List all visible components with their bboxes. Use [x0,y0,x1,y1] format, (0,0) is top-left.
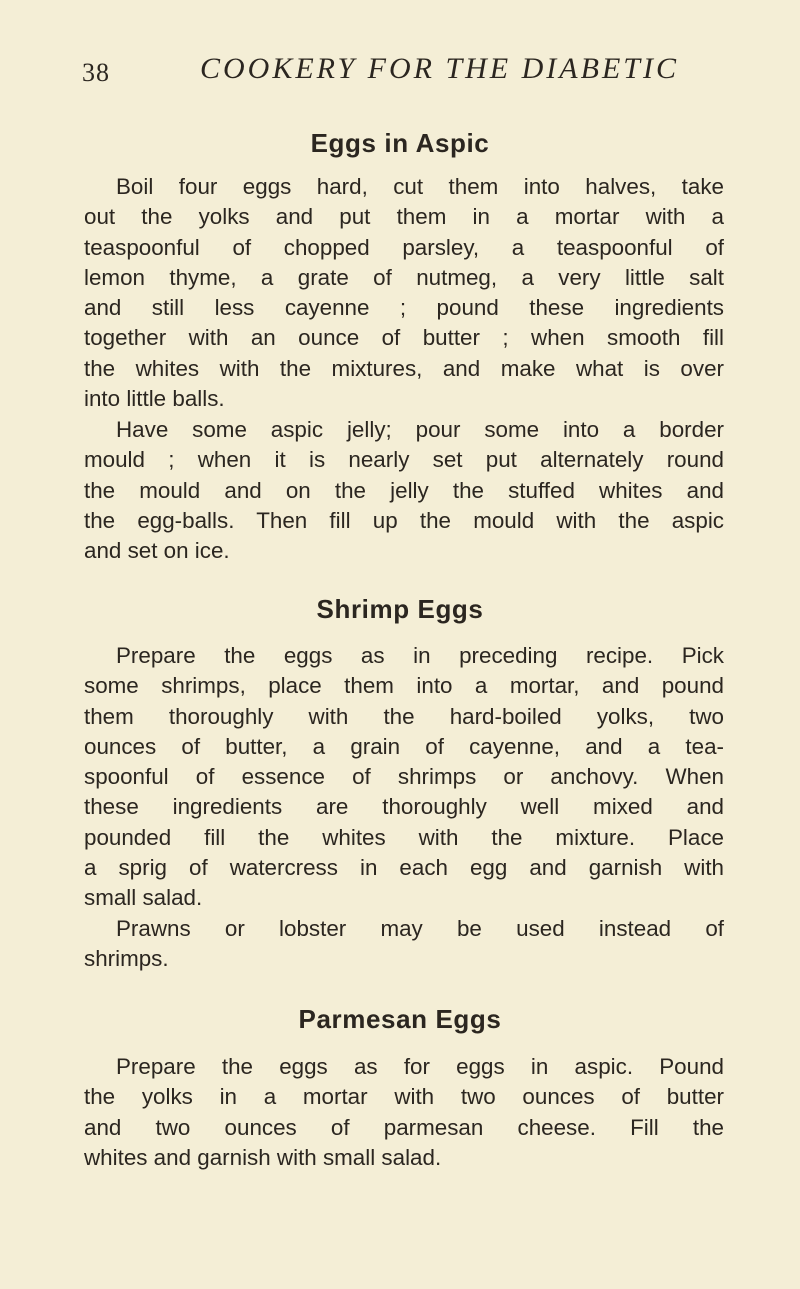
text-line: and set on ice. [84,538,230,564]
text-line: mould ; when it is nearly set put alternately round [84,447,724,473]
text-line: and still less cayenne ; pound these ingredients [84,295,724,321]
text-line: Have some aspic jelly; pour some into a border [116,417,724,442]
text-line: pounded fill the whites with the mixture. Place [84,824,724,850]
text-line: the whites with the mixtures, and make what is over [84,355,724,381]
text-line: Boil four eggs hard, cut them into halves, take [116,174,724,199]
text-line: into little balls. [84,386,225,412]
recipe-paragraph [84,172,724,414]
running-head [82,52,722,92]
recipe-paragraph [84,1052,724,1173]
recipe-paragraph [84,914,724,975]
text-line: whites and garnish with small salad. [84,1144,442,1170]
recipe-paragraph [84,641,724,914]
text-line: a sprig of watercress in each egg and garnish with [84,855,724,881]
text-line: some shrimps, place them into a mortar, and pound [84,673,724,699]
text-line: spoonful of essence of shrimps or anchovy. When [84,764,724,790]
text-line: out the yolks and put them in a mortar with a [84,204,724,230]
text-line: teaspoonful of chopped parsley, a teaspoonful of [84,234,724,260]
text-line: Prepare the eggs as in preceding recipe. Pick [116,643,724,668]
text-line: the egg-balls. Then fill up the mould with the aspic [84,507,724,533]
text-line: together with an ounce of butter ; when smooth fill [84,325,724,351]
text-line: them thoroughly with the hard-boiled yolks, two [84,703,724,729]
text-line: Prawns or lobster may be used instead of [116,916,724,941]
recipe-title-parmesan-eggs: Parmesan Eggs [298,1004,502,1034]
recipe-paragraph [84,415,724,566]
text-line: the yolks in a mortar with two ounces of butter [84,1084,724,1110]
text-line: the mould and on the jelly the stuffed whites and [84,477,724,503]
running-title: COOKERY FOR THE DIABETIC [200,52,679,85]
text-line: ounces of butter, a grain of cayenne, and a tea- [84,733,724,759]
text-line: these ingredients are thoroughly well mixed and [84,794,724,820]
recipe-title-eggs-in-aspic: Eggs in Aspic [310,128,490,158]
text-line: and two ounces of parmesan cheese. Fill the [84,1114,724,1140]
recipe-title-shrimp-eggs: Shrimp Eggs [316,594,484,624]
text-line: lemon thyme, a grate of nutmeg, a very little salt [84,264,724,290]
page-number: 38 [82,58,110,87]
text-line: small salad. [84,885,203,911]
text-line: shrimps. [84,946,169,972]
text-line: Prepare the eggs as for eggs in aspic. Pound [116,1054,724,1079]
